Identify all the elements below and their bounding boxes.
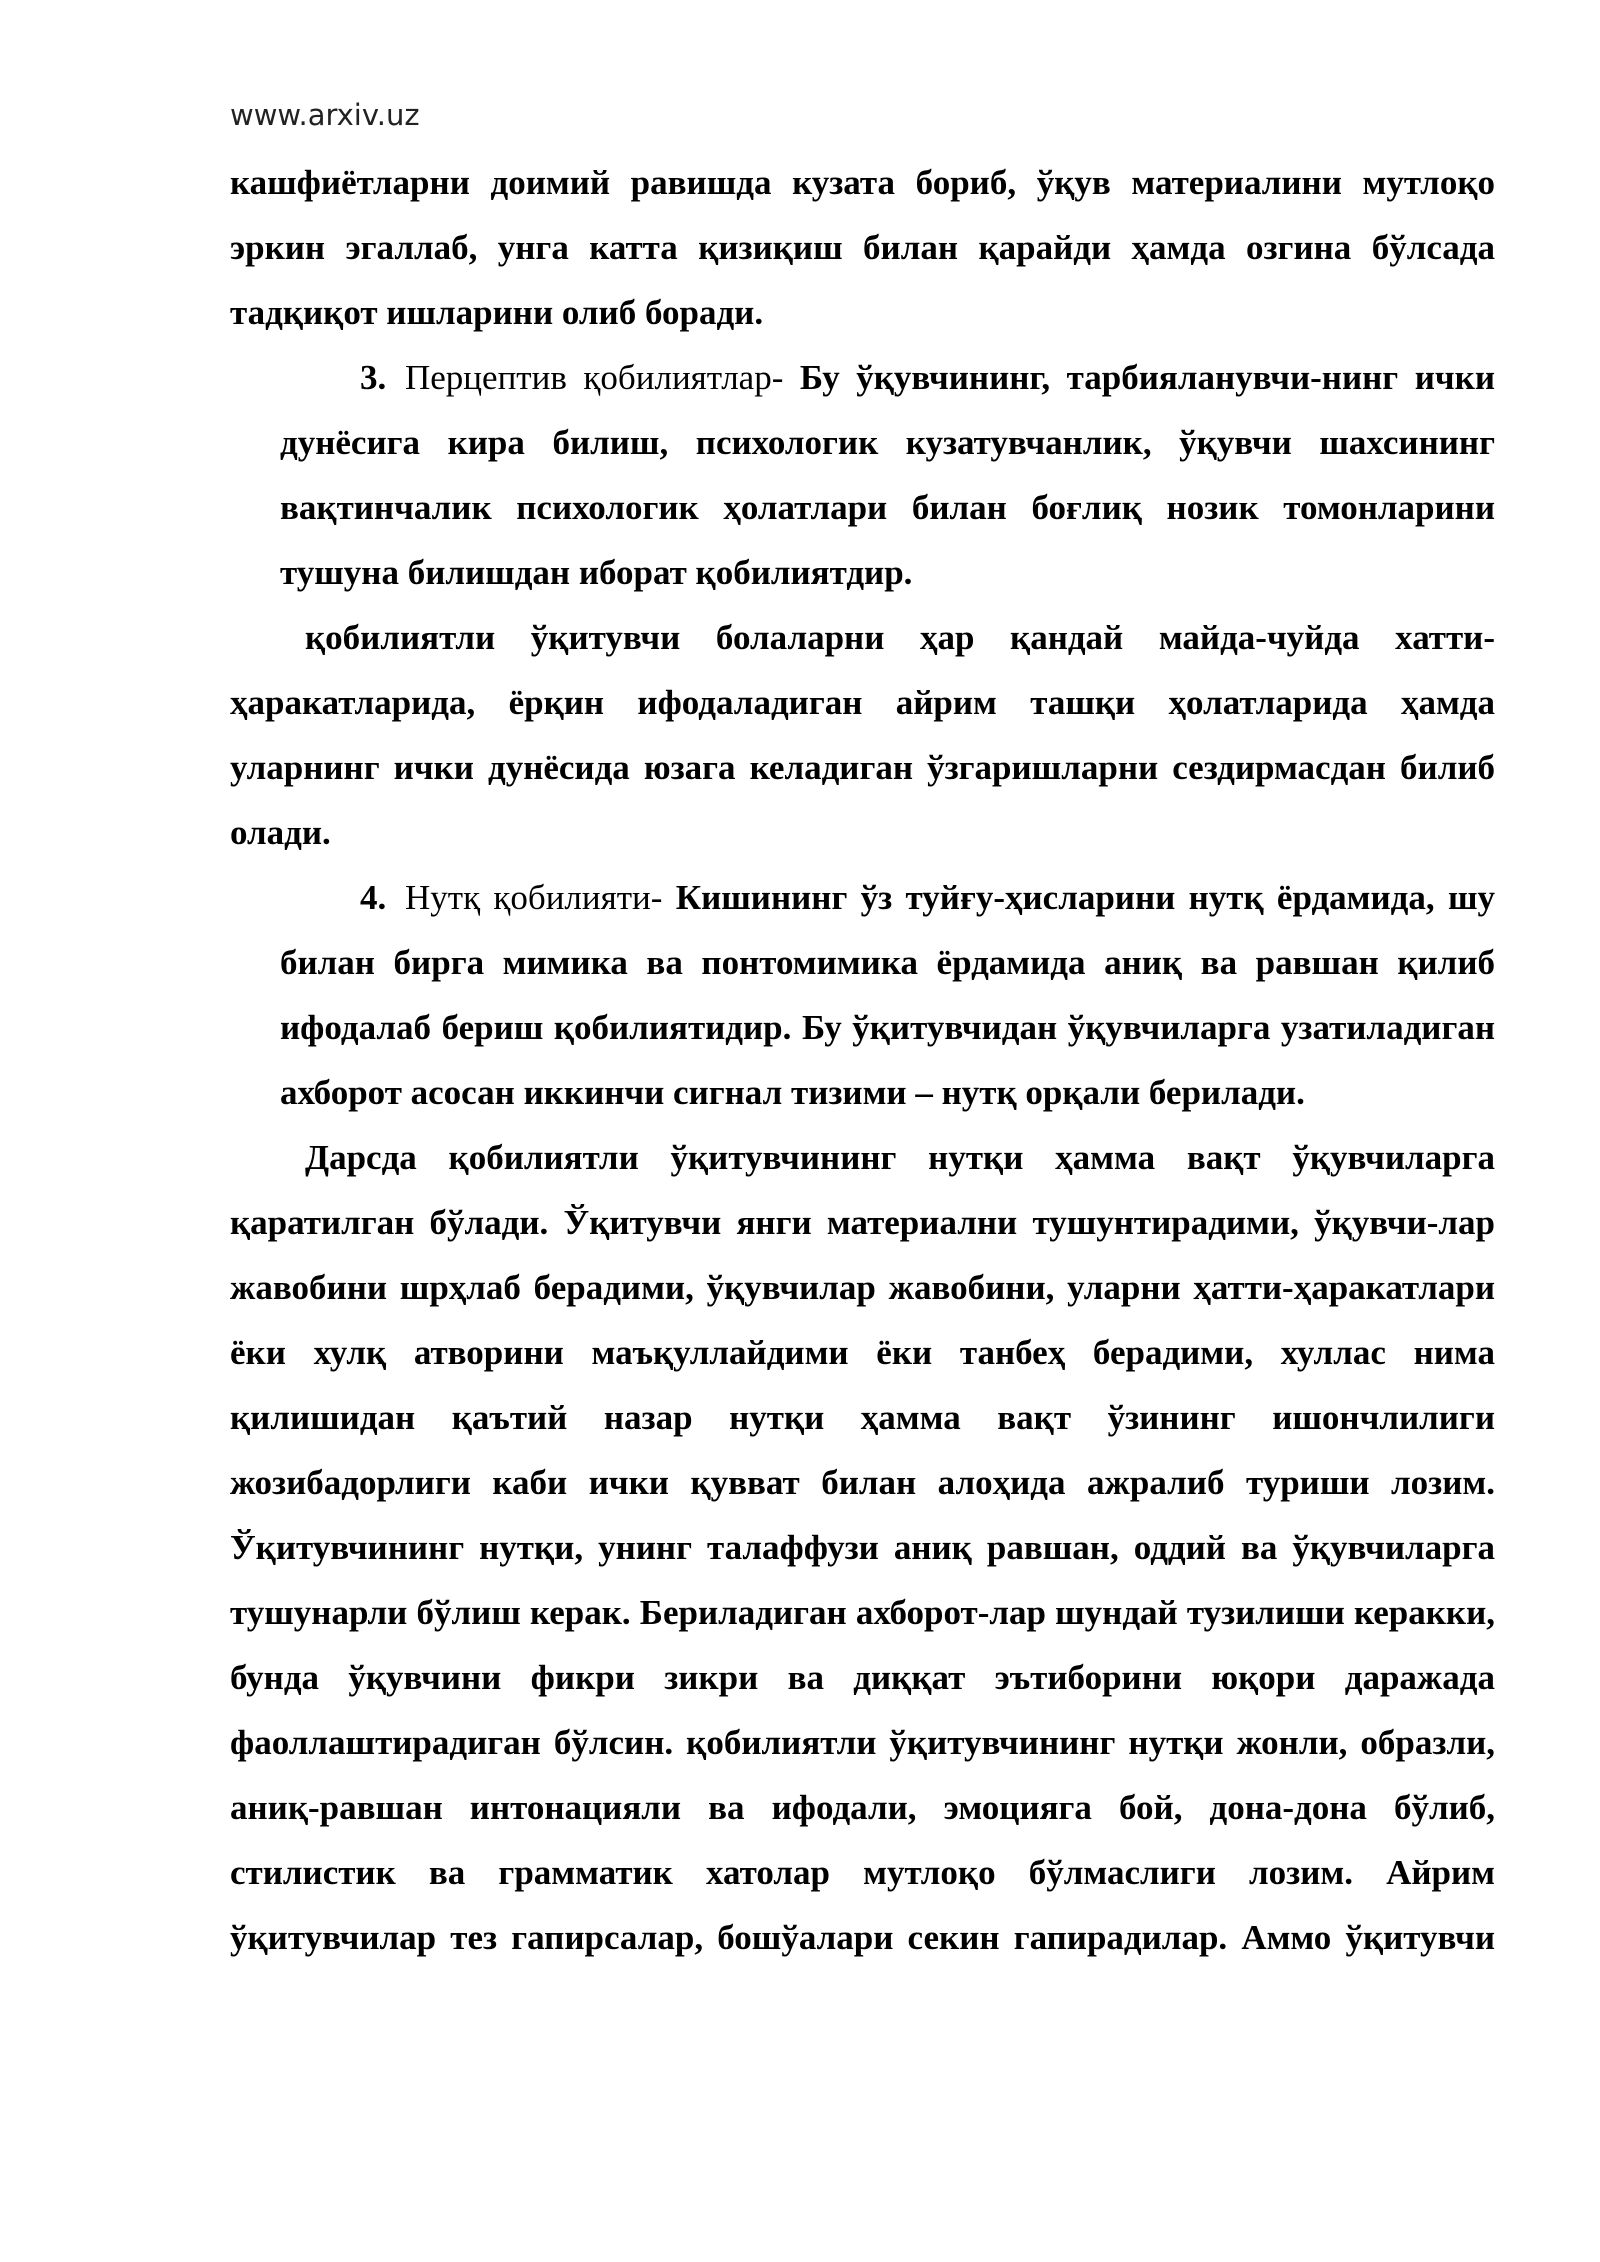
site-header: www.arxiv.uz — [230, 98, 420, 132]
document-body — [230, 150, 1495, 1970]
list-text: Кишининг ўз туйғу-ҳисларини нутқ ёрдамида, шу билан бирга мимика ва понтомимика ёрдамида аниқ ва равшан қилиб ифодалаб бериш қобилиятидир. Бу ўқитувчидан ўқувчиларга узатиладиган ахборот асосан иккинчи сигнал тизими – нутқ орқали берилади. — [280, 878, 1495, 1112]
list-term: Перцептив қобилиятлар- — [405, 358, 800, 397]
list-number: 4. — [360, 878, 387, 917]
list-number: 3. — [360, 358, 387, 397]
paragraph-continuation: кашфиётларни доимий равишда кузата бориб, ўқув материалини мутлоқо эркин эгаллаб, унга катта қизиқиш билан қарайди ҳамда озгина бўлсада тадқиқот ишларини олиб боради. — [230, 163, 1495, 332]
list-text: Бу ўқувчининг, тарбияланувчи-нинг ички дунёсига кира билиш, психологик кузатувчанлик, ўқувчи шахсининг вақтинчалик психологик ҳолатлари билан боғлиқ нозик томонларини тушуна билишдан иборат қобилиятдир. — [280, 358, 1495, 592]
paragraph-perceptive-detail: қобилиятли ўқитувчи болаларни ҳар қандай майда-чуйда хатти-ҳаракатларида, ёрқин ифодаладиган айрим ташқи ҳолатларида ҳамда уларнинг ички дунёсида юзага келадиган ўзгаришларни сездирмасдан билиб олади. — [230, 618, 1495, 852]
list-term: Нутқ қобилияти- — [405, 878, 676, 917]
list-item-speech — [280, 865, 1495, 1125]
list-item-perceptive — [280, 345, 1495, 605]
paragraph-speech-detail: Дарсда қобилиятли ўқитувчининг нутқи ҳамма вақт ўқувчиларга қаратилган бўлади. Ўқитувчи янги материални тушунтирадими, ўқувчи-лар жавобини шрҳлаб берадими, ўқувчилар жавобини, уларни ҳатти-ҳаракатлари ёки хулқ атворини маъқуллайдими ёки танбеҳ берадими, хуллас нима қилишидан қаътий назар нутқи ҳамма вақт ўзининг ишончлилиги жозибадорлиги каби ички қувват билан алоҳида ажралиб туриши лозим. Ўқитувчининг нутқи, унинг талаффузи аниқ равшан, оддий ва ўқувчиларга тушунарли бўлиш керак. Бериладиган ахборот-лар шундай тузилиши керакки, бунда ўқувчини фикри зикри ва диққат эътиборини юқори даражада фаоллаштирадиган бўлсин. қобилиятли ўқитувчининг нутқи жонли, образли, аниқ-равшан интонацияли ва ифодали, эмоцияга бой, дона-дона бўлиб, стилистик ва грамматик хатолар мутлоқо бўлмаслиги лозим. Айрим ўқитувчилар тез гапирсалар, бошўалари секин гапирадилар. Аммо ўқитувчи — [230, 1138, 1495, 1957]
